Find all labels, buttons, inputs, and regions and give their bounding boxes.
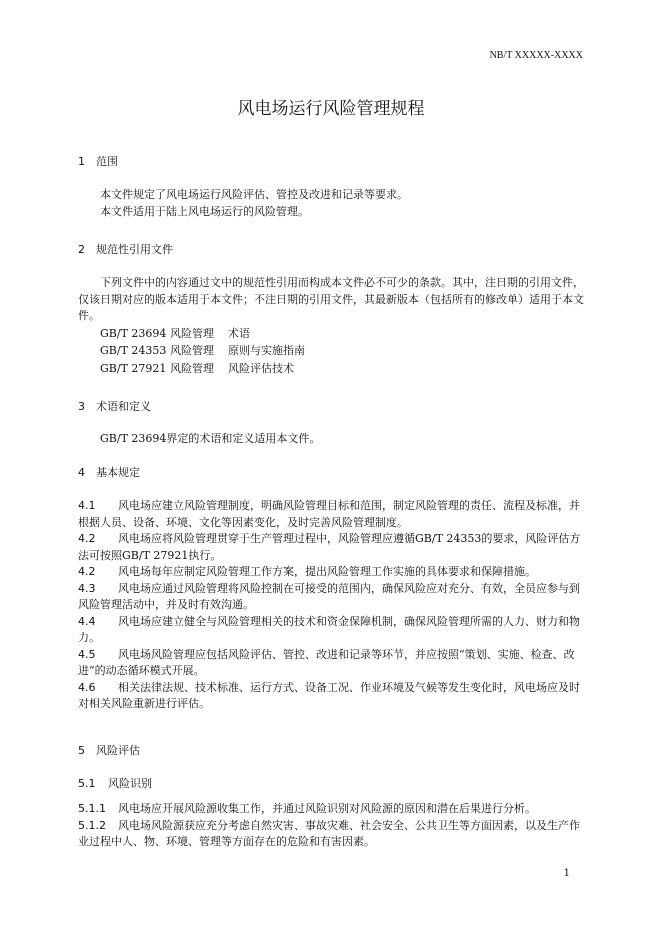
section-2-body — [78, 275, 584, 377]
section-title: 风险评估 — [96, 744, 140, 757]
clause — [78, 801, 584, 818]
clause — [78, 614, 584, 647]
clause-number: 4.5 — [78, 647, 96, 661]
section-title: 术语和定义 — [96, 400, 151, 413]
clause-text: 风电场每年应制定风险管理工作方案，提出风险管理工作实施的具体要求和保障措施。 — [118, 565, 536, 578]
subsection-title: 风险识别 — [108, 777, 152, 790]
clause — [78, 818, 584, 851]
clause-text: 风电场应建立风险管理制度，明确风险管理目标和范围，制定风险管理的责任、流程及标准，并根据人员、设备、环境、文化等因素变化，及时完善风险管理制度。 — [78, 499, 580, 529]
reference-code: GB/T 24353 — [100, 344, 167, 357]
clause — [78, 581, 584, 614]
reference-name: 术语 — [228, 326, 250, 340]
reference-code: GB/T 23694 — [100, 326, 167, 340]
document-code: NB/T XXXXX-XXXX — [489, 50, 583, 61]
paragraph: 本文件适用于陆上风电场运行的风险管理。 — [100, 204, 309, 218]
section-title: 范围 — [96, 155, 118, 168]
section-4-heading — [78, 464, 584, 480]
reference-item — [78, 325, 584, 343]
section-5-heading — [78, 742, 584, 758]
section-1-body — [78, 187, 584, 220]
page-number: 1 — [563, 868, 570, 879]
section-2-heading — [78, 241, 584, 257]
reference-item — [78, 342, 584, 360]
reference-name: 风险评估技术 — [228, 361, 294, 375]
subsection-5-1-heading — [78, 775, 584, 791]
clause — [78, 647, 584, 680]
section-number: 5 — [78, 744, 85, 757]
section-number: 1 — [78, 155, 85, 168]
clause — [78, 531, 584, 564]
reference-category: 风险管理 — [170, 361, 214, 375]
reference-item — [78, 360, 584, 378]
clause-text: 风电场风险源获应充分考虑自然灾害、事故灾难、社会安全、公共卫生等方面因素，以及生产作业过程中人、物、环境、管理等方面存在的危险和有害因素。 — [78, 818, 580, 848]
clause-text: 风电场应将风险管理贯穿于生产管理过程中，风险管理应遵循GB/T 24353的要求，风险评估方法可按照GB/T 27921执行。 — [78, 532, 581, 562]
paragraph: 本文件规定了风电场运行风险评估、管控及改进和记录等要求。 — [100, 188, 408, 201]
clause-text: 风电场风险管理应包括风险评估、管控、改进和记录等环节，并应按照“策划、实施、检查、改进”的动态循环模式开展。 — [78, 647, 575, 677]
section-4-body — [78, 498, 584, 713]
clause-number: 4.6 — [78, 680, 96, 694]
paragraph: GB/T 23694界定的术语和定义适用本文件。 — [100, 432, 321, 445]
clause-number: 5.1.2 — [78, 818, 106, 832]
section-3-heading — [78, 398, 584, 414]
clause-number: 4.3 — [78, 581, 96, 595]
reference-category: 风险管理 — [170, 326, 214, 340]
clause-text: 相关法律法规、技术标准、运行方式、设备工况、作业环境及气候等发生变化时，风电场应及时对相关风险重新进行评估。 — [78, 680, 580, 710]
section-number: 4 — [78, 466, 85, 479]
clause-number: 5.1.1 — [78, 802, 106, 815]
document-title: 风电场运行风险管理规程 — [237, 99, 425, 119]
section-title: 规范性引用文件 — [96, 243, 173, 256]
section-title: 基本规定 — [96, 466, 140, 479]
clause-number: 4.2 — [78, 532, 96, 545]
section-number: 3 — [78, 400, 85, 413]
clause — [78, 680, 584, 713]
section-5-body — [78, 801, 584, 851]
section-number: 2 — [78, 243, 85, 256]
clause-text: 风电场应建立健全与风险管理相关的技术和资金保障机制，确保风险管理所需的人力、财力和物力。 — [78, 614, 580, 644]
clause-text: 风电场应通过风险管理将风险控制在可接受的范围内，确保风险应对充分、有效，全员应参与到风险管理活动中，并及时有效沟通。 — [78, 581, 580, 611]
clause-text: 风电场应开展风险源收集工作，并通过风险识别对风险源的原因和潜在后果进行分析。 — [118, 802, 536, 815]
reference-name: 原则与实施指南 — [228, 344, 305, 357]
paragraph: 下列文件中的内容通过文中的规范性引用而构成本文件必不可少的条款。其中，注日期的引用文件，仅该日期对应的版本适用于本文件；不注日期的引用文件，其最新版本（包括所有的修改单）适用于本文件。 — [78, 276, 584, 322]
reference-category: 风险管理 — [170, 344, 214, 357]
section-1-heading — [78, 153, 584, 169]
clause — [78, 564, 584, 581]
clause-number: 4.4 — [78, 614, 96, 628]
clause — [78, 498, 584, 531]
subsection-number: 5.1 — [78, 777, 96, 790]
clause-number: 4.2 — [78, 565, 96, 578]
clause-number: 4.1 — [78, 499, 96, 512]
section-3-body — [78, 431, 584, 448]
reference-code: GB/T 27921 — [100, 361, 167, 375]
